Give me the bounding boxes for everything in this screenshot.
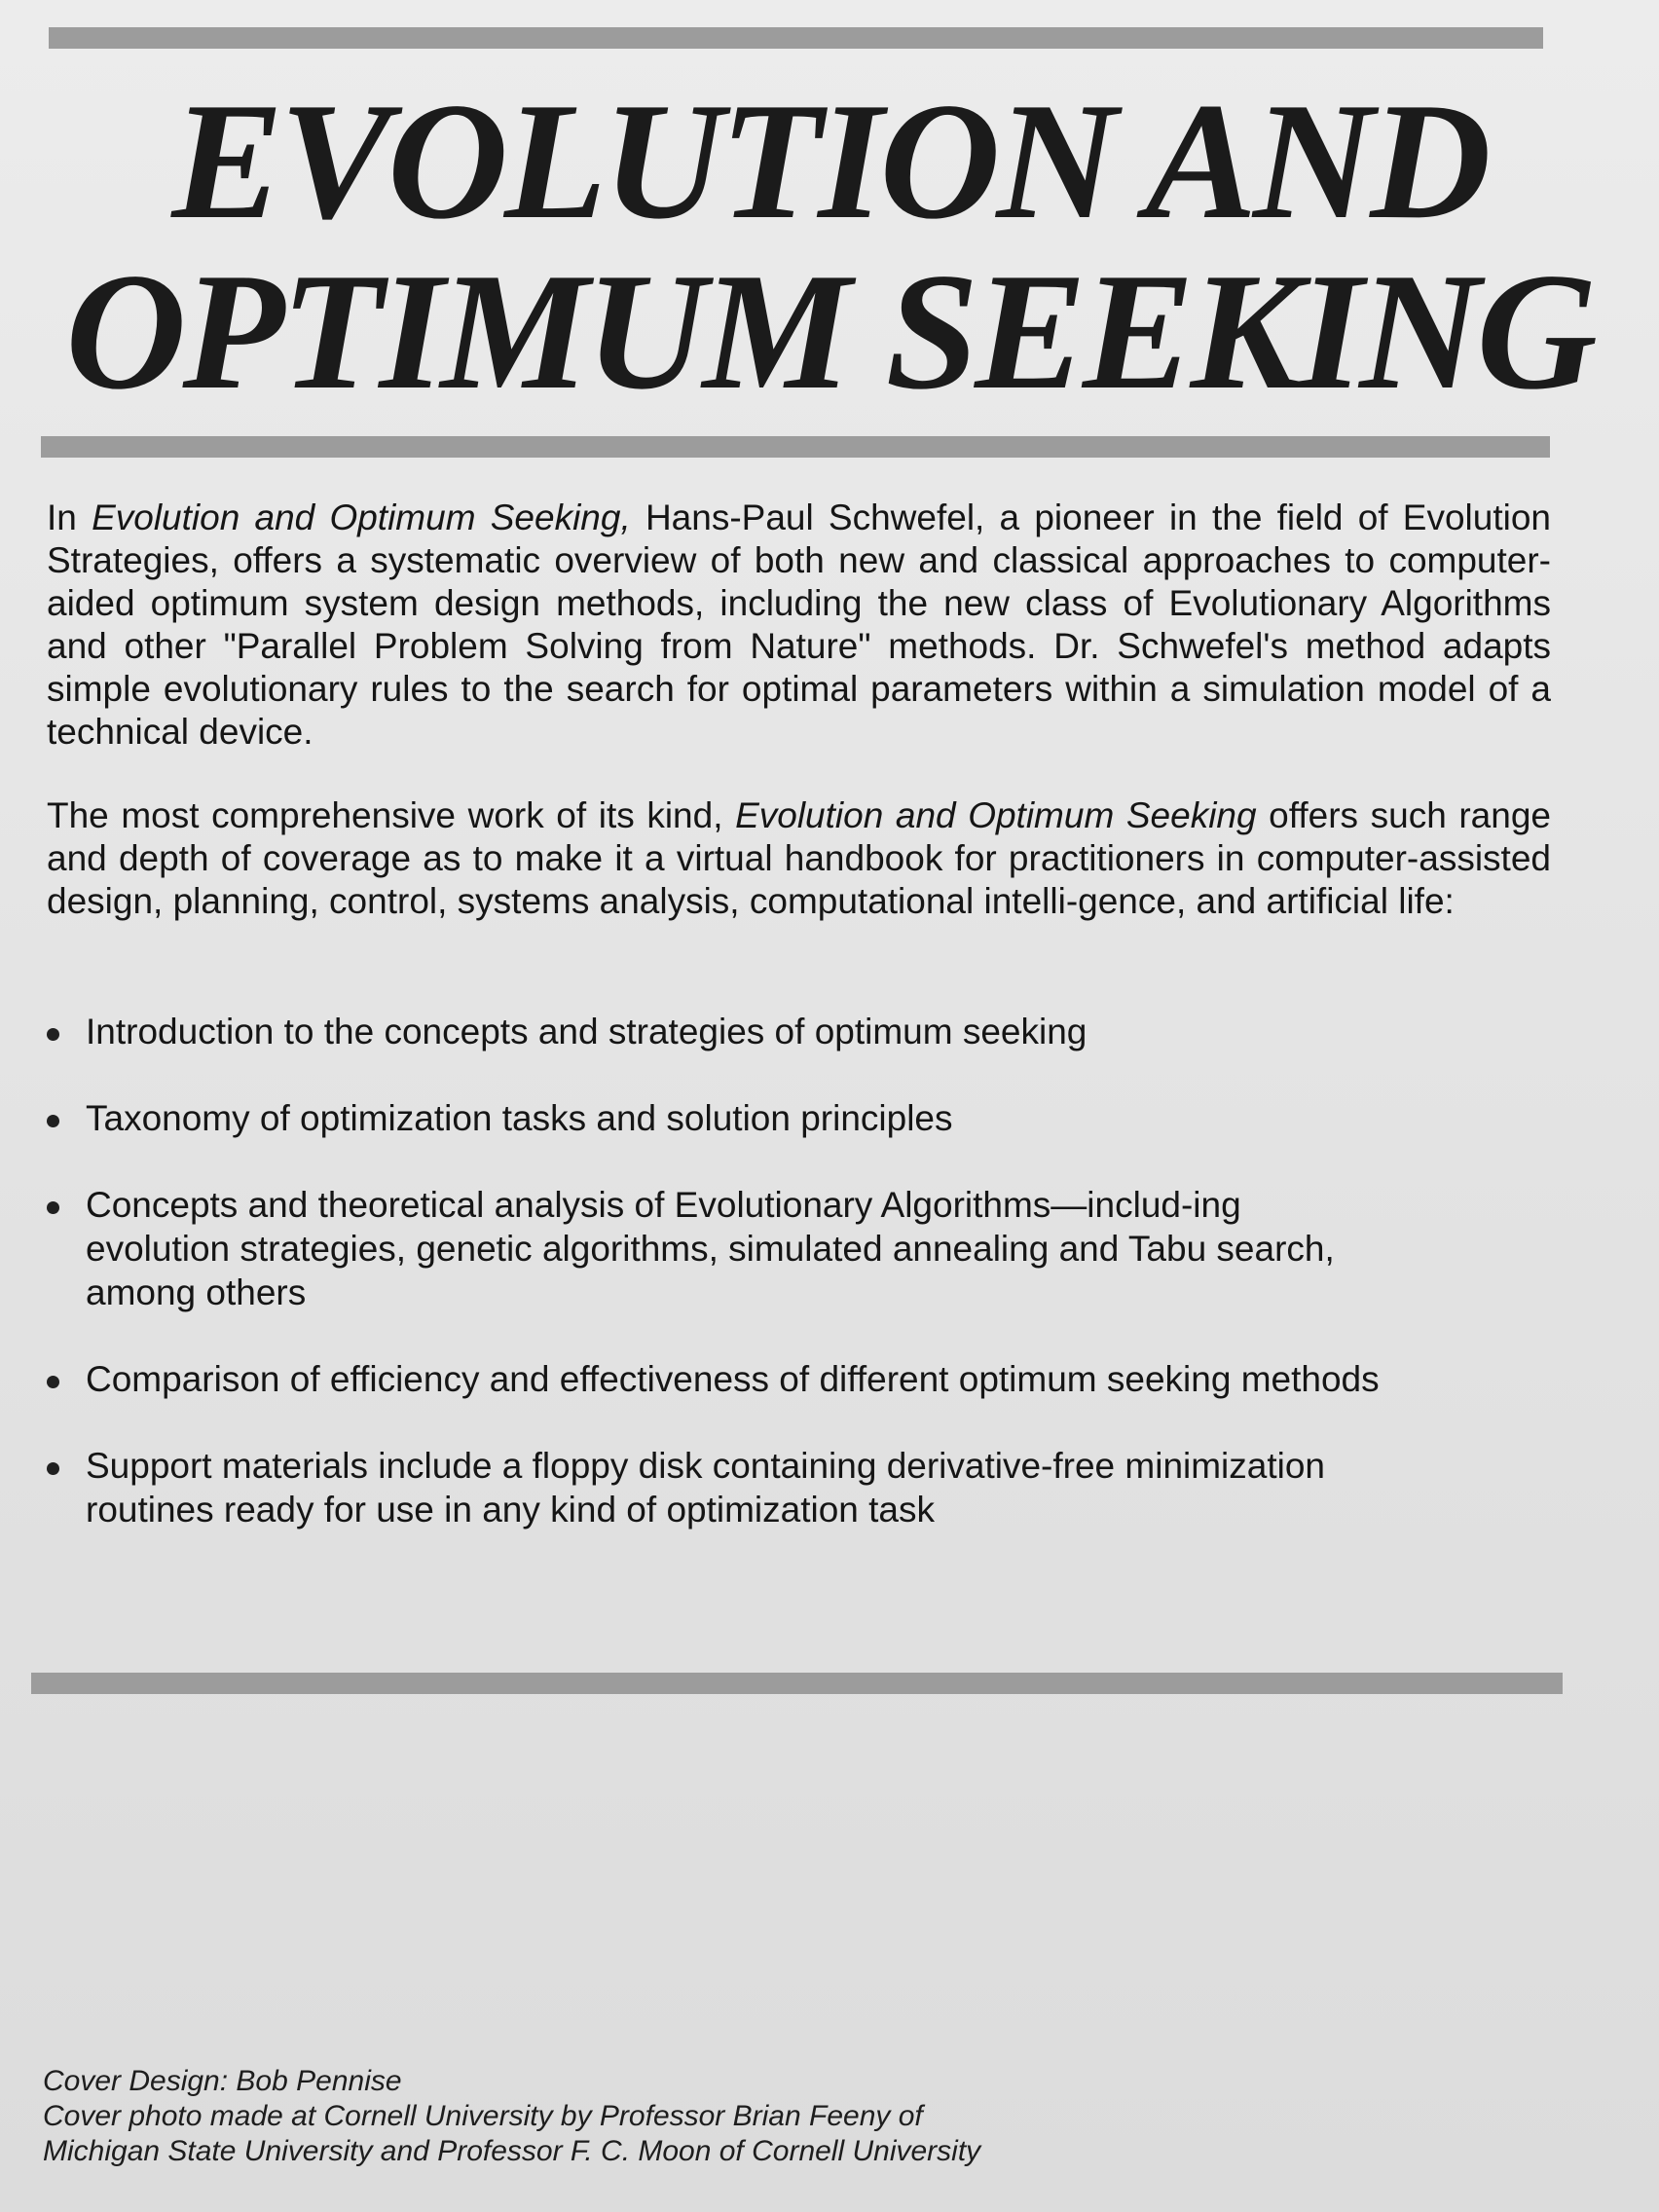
- credit-line-photo: Cover photo made at Cornell University by Professor Brian Feeny of: [43, 2100, 923, 2132]
- paragraph-2-text: offers such range and depth of coverage as to make it a virtual handbook for practitioners in computer-assisted design, planning, control, systems analysis, computational intelli-gence, and artificial life:: [47, 795, 1551, 921]
- list-item-text: Support materials include a floppy disk containing derivative-free minimization routines ready for use in any kind of optimization task: [86, 1446, 1326, 1530]
- list-item-text: Comparison of efficiency and effectiveness of different optimum seeking methods: [86, 1359, 1380, 1399]
- credit-line-photo-continued: Michigan State University and Professor F. C. Moon of Cornell University: [43, 2135, 981, 2167]
- list-item: [39, 1357, 1402, 1401]
- paragraph-1-prefix: In: [47, 498, 92, 537]
- description-paragraph-1: [47, 497, 1551, 754]
- paragraph-1-text: Hans-Paul Schwefel, a pioneer in the field of Evolution Strategies, offers a systematic overview of both new and classical approaches to computer-aided optimum system design methods, including the new class of Evolutionary Algorithms and other "Parallel Problem Solving from Nature" methods. Dr. Schwefel's method adapts simple evolutionary rules to the search for optimal parameters within a simulation model of a technical device.: [47, 498, 1551, 752]
- list-item-text: Taxonomy of optimization tasks and solution principles: [86, 1098, 953, 1138]
- paragraph-2-prefix: The most comprehensive work of its kind,: [47, 795, 736, 835]
- feature-list: [39, 1010, 1402, 1574]
- description-paragraph-2: [47, 794, 1551, 923]
- bullet-icon: [47, 1462, 59, 1475]
- top-rule: [49, 27, 1543, 49]
- paragraph-2-book-title: Evolution and Optimum Seeking: [735, 795, 1257, 835]
- title-line-2: OPTIMUM SEEKING: [65, 240, 1594, 424]
- bullet-icon: [47, 1376, 59, 1388]
- bullet-icon: [47, 1115, 59, 1127]
- list-item-text: Introduction to the concepts and strategies of optimum seeking: [86, 1012, 1088, 1051]
- cover-credits: [43, 2064, 980, 2169]
- list-item: [39, 1444, 1332, 1531]
- bullet-icon: [47, 1028, 59, 1041]
- bottom-rule: [31, 1673, 1563, 1694]
- list-item: [39, 1183, 1381, 1314]
- paragraph-1-book-title: Evolution and Optimum Seeking,: [92, 498, 631, 537]
- list-item: [39, 1010, 1402, 1053]
- title-line-1: EVOLUTION AND: [171, 69, 1488, 254]
- middle-rule: [41, 436, 1550, 458]
- list-item-text: Concepts and theoretical analysis of Evolutionary Algorithms—includ-ing evolution strategies, genetic algorithms, simulated annealing and Tabu search, among others: [86, 1185, 1335, 1312]
- bullet-icon: [47, 1201, 59, 1214]
- list-item: [39, 1096, 1402, 1140]
- credit-line-designer: Cover Design: Bob Pennise: [43, 2065, 402, 2097]
